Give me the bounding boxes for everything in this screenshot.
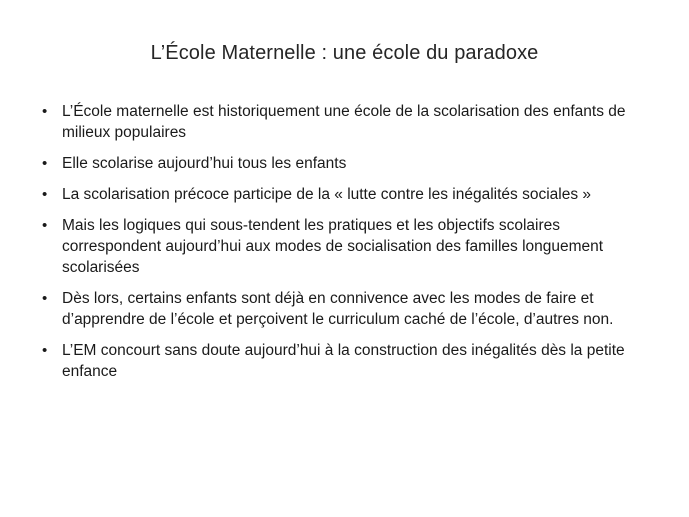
list-item <box>42 215 652 278</box>
bullet-icon: • <box>42 186 48 203</box>
bullet-text: L’EM concourt sans doute aujourd’hui à la construction des inégalités dès la petite enfance <box>62 342 625 380</box>
list-item <box>42 288 652 330</box>
list-item <box>42 340 652 382</box>
bullet-icon: • <box>42 155 48 172</box>
list-item <box>42 101 652 143</box>
bullet-text: Dès lors, certains enfants sont déjà en connivence avec les modes de faire et d’apprendre de l’école et perçoivent le curriculum caché de l’école, d’autres non. <box>62 290 614 328</box>
slide-title: L’École Maternelle : une école du paradoxe <box>150 42 539 64</box>
bullet-list <box>42 101 652 392</box>
list-item <box>42 184 652 205</box>
bullet-icon: • <box>42 217 48 234</box>
list-item <box>42 153 652 174</box>
bullet-icon: • <box>42 290 48 307</box>
bullet-text: Mais les logiques qui sous-tendent les pratiques et les objectifs scolaires correspondent aujourd’hui aux modes de socialisation des familles longuement scolarisées <box>62 217 604 276</box>
bullet-text: Elle scolarise aujourd’hui tous les enfants <box>62 155 347 172</box>
bullet-text: L’École maternelle est historiquement une école de la scolarisation des enfants de milieux populaires <box>62 103 626 141</box>
bullet-icon: • <box>42 103 48 120</box>
bullet-text: La scolarisation précoce participe de la « lutte contre les inégalités sociales » <box>62 186 592 203</box>
bullet-icon: • <box>42 342 48 359</box>
